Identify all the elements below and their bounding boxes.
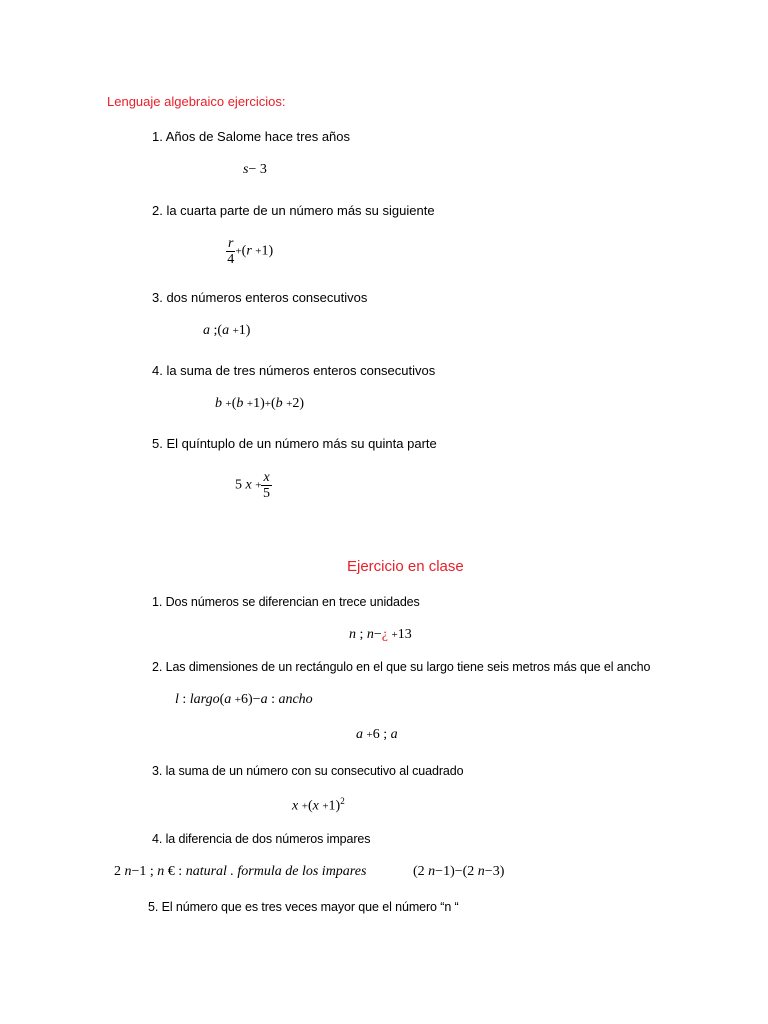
class-exercise-4-formula-b: (2 n−1)−(2 n−3): [413, 864, 505, 879]
exercise-1-text: 1. Años de Salome hace tres años: [152, 129, 351, 144]
class-exercise-3-text: 3. la suma de un número con su consecutivo al cuadrado: [152, 764, 464, 778]
exercise-2-text: 2. la cuarta parte de un número más su siguiente: [152, 203, 435, 218]
class-exercise-1-text: 1. Dos números se diferencian en trece unidades: [152, 595, 420, 609]
class-exercise-4-formula-a: 2 n−1 ; n € : natural . formula de los impares: [114, 864, 367, 879]
exercise-5-formula: 5 x + $\frac{x}{5}$: [235, 470, 271, 501]
class-exercise-5-text: 5. El número que es tres veces mayor que el número “n “: [148, 900, 459, 914]
class-exercise-1-formula: n ; n−¿ +13: [349, 627, 412, 642]
exercise-3-text: 3. dos números enteros consecutivos: [152, 290, 368, 305]
class-exercise-3-formula: $x +(x +1)^2$: [292, 796, 345, 814]
exercise-1-formula: s− 3: [243, 162, 267, 177]
class-exercise-2-formula-a: l : largo(a +6)−a : ancho: [175, 692, 313, 707]
class-exercise-2-text: 2. Las dimensiones de un rectángulo en el que su largo tiene seis metros más que el ancho: [152, 660, 651, 674]
exercise-2-formula: $\frac{r}{4}$ +(r +1): [227, 236, 274, 267]
class-exercise-2-formula-b: a +6 ; a: [356, 727, 398, 742]
class-exercise-4-text: 4. la diferencia de dos números impares: [152, 832, 371, 846]
exercise-4-formula: b +(b +1)+(b +2): [215, 396, 305, 411]
section-title-ejercicio-en-clase: Ejercicio en clase: [347, 558, 464, 575]
section-title-lenguaje: Lenguaje algebraico ejercicios:: [107, 94, 286, 109]
exercise-5-text: 5. El quíntuplo de un número más su quinta parte: [152, 436, 437, 451]
exercise-3-formula: a ;(a +1): [203, 323, 251, 338]
exercise-4-text: 4. la suma de tres números enteros consecutivos: [152, 363, 436, 378]
